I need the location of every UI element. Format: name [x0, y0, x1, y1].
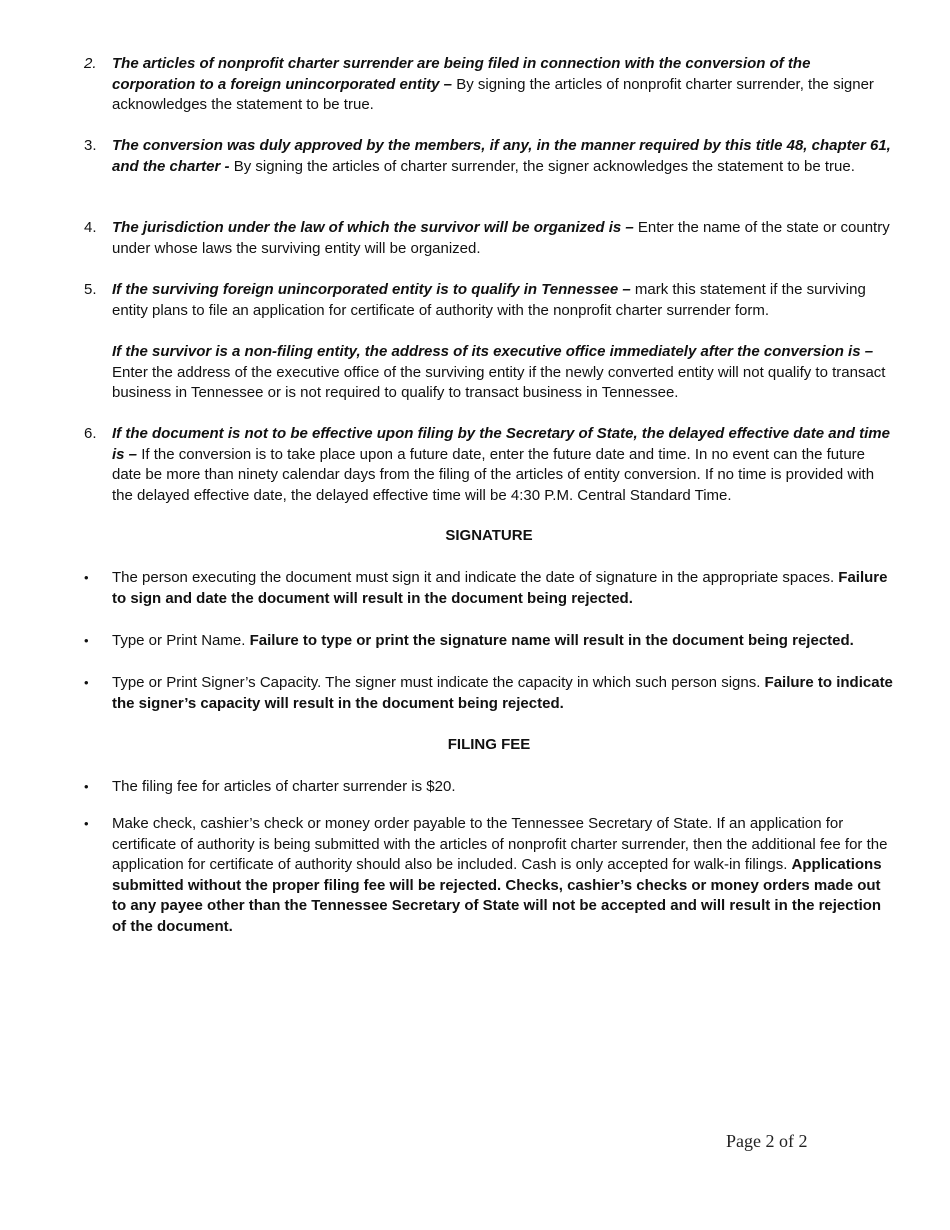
item-text — [112, 424, 896, 506]
item-number: 2. — [84, 55, 97, 72]
item-lead: If the survivor is a non-filing entity, the address of its executive office immediately after the conversion is – — [112, 343, 874, 360]
bullet-marker: • — [84, 816, 89, 831]
bullet-text — [112, 814, 896, 937]
item-number: 4. — [84, 219, 97, 236]
item-text — [112, 54, 896, 116]
item-number: 3. — [84, 137, 97, 154]
bullet-marker: • — [84, 633, 89, 648]
bullet-plain: The filing fee for articles of charter surrender is $20. — [112, 778, 456, 795]
item-text — [112, 136, 896, 177]
bullet-text — [112, 631, 896, 652]
item-text — [112, 342, 896, 404]
page-number: Page 2 of 2 — [726, 1131, 808, 1151]
item-body: By signing the articles of nonprofit charter surrender, the signer acknowledges the statement to be true. — [112, 75, 874, 113]
item-lead: The jurisdiction under the law of which the survivor will be organized is – — [112, 219, 634, 236]
instruction-item-3 — [84, 136, 896, 177]
instruction-item-5-continuation — [84, 342, 896, 404]
signature-heading: SIGNATURE — [445, 527, 533, 544]
bullet-text — [112, 568, 896, 609]
item-text — [112, 280, 896, 321]
item-number: 6. — [84, 425, 97, 442]
filing-fee-bullet-2 — [84, 814, 896, 937]
filing-fee-heading: FILING FEE — [447, 736, 531, 753]
item-body: Enter the address of the executive office of the surviving entity if the newly converted entity will not qualify to transact business in Tennessee or is not required to qualify to transact business in Tennessee. — [112, 363, 886, 401]
bullet-text — [112, 777, 896, 798]
bullet-plain: Make check, cashier’s check or money order payable to the Tennessee Secretary of State. If an application for certificate of authority is being submitted with the articles of nonprofit charter surrender, then the additional fee for the application for certificate of authority should also be included. Cash is only accepted for walk-in filings. — [112, 815, 888, 873]
item-text — [112, 218, 896, 259]
signature-bullet-3 — [84, 673, 896, 714]
item-body: Enter the name of the state or country under whose laws the surviving entity will be organized. — [112, 219, 890, 257]
bullet-plain: Type or Print Name. — [112, 632, 250, 649]
bullet-bold: Failure to indicate the signer’s capacity will result in the document being rejected. — [112, 674, 893, 712]
instruction-item-4 — [84, 218, 896, 259]
item-number: 5. — [84, 281, 97, 298]
item-body: If the conversion is to take place upon a future date, enter the future date and time. In no event can the future date be more than ninety calendar days from the filing of the articles of entity conversion. If no time is provided with the delayed effective date, the delayed effective time will be 4:30 P.M. Central Standard Time. — [112, 445, 875, 504]
instruction-item-5 — [84, 280, 896, 321]
bullet-bold: Applications submitted without the proper filing fee will be rejected. Checks, cashier’s checks or money orders made out to any payee other than the Tennessee Secretary of State will not be accepted and will result in the rejection of the document. — [112, 856, 882, 935]
bullet-text — [112, 673, 896, 714]
item-lead: The articles of nonprofit charter surrender are being filed in connection with the conversion of the corporation to a foreign unincorporated entity – — [112, 55, 811, 93]
bullet-plain: Type or Print Signer’s Capacity. The signer must indicate the capacity in which such person signs. — [112, 674, 765, 691]
item-body: By signing the articles of charter surrender, the signer acknowledges the statement to be true. — [229, 157, 855, 175]
bullet-bold: Failure to type or print the signature name will result in the document being rejected. — [249, 632, 854, 649]
bullet-bold: Failure to sign and date the document will result in the document being rejected. — [112, 569, 888, 607]
item-lead: If the document is not to be effective upon filing by the Secretary of State, the delayed effective date and time is – — [112, 425, 890, 463]
item-lead: If the surviving foreign unincorporated entity is to qualify in Tennessee – — [112, 281, 631, 298]
bullet-marker: • — [84, 675, 89, 690]
item-body: mark this statement if the surviving entity plans to file an application for certificate of authority with the nonprofit charter surrender form. — [112, 281, 866, 319]
filing-fee-bullet-1 — [84, 777, 896, 798]
signature-bullet-1 — [84, 568, 896, 609]
bullet-plain: The person executing the document must sign it and indicate the date of signature in the appropriate spaces. — [112, 569, 835, 586]
bullet-marker: • — [84, 779, 89, 794]
item-lead: The conversion was duly approved by the members, if any, in the manner required by this title 48, chapter 61, and the charter - — [112, 137, 891, 175]
instruction-item-6 — [84, 424, 896, 506]
bullet-marker: • — [84, 570, 89, 585]
instruction-item-2 — [84, 54, 896, 116]
signature-bullet-2 — [84, 631, 896, 652]
